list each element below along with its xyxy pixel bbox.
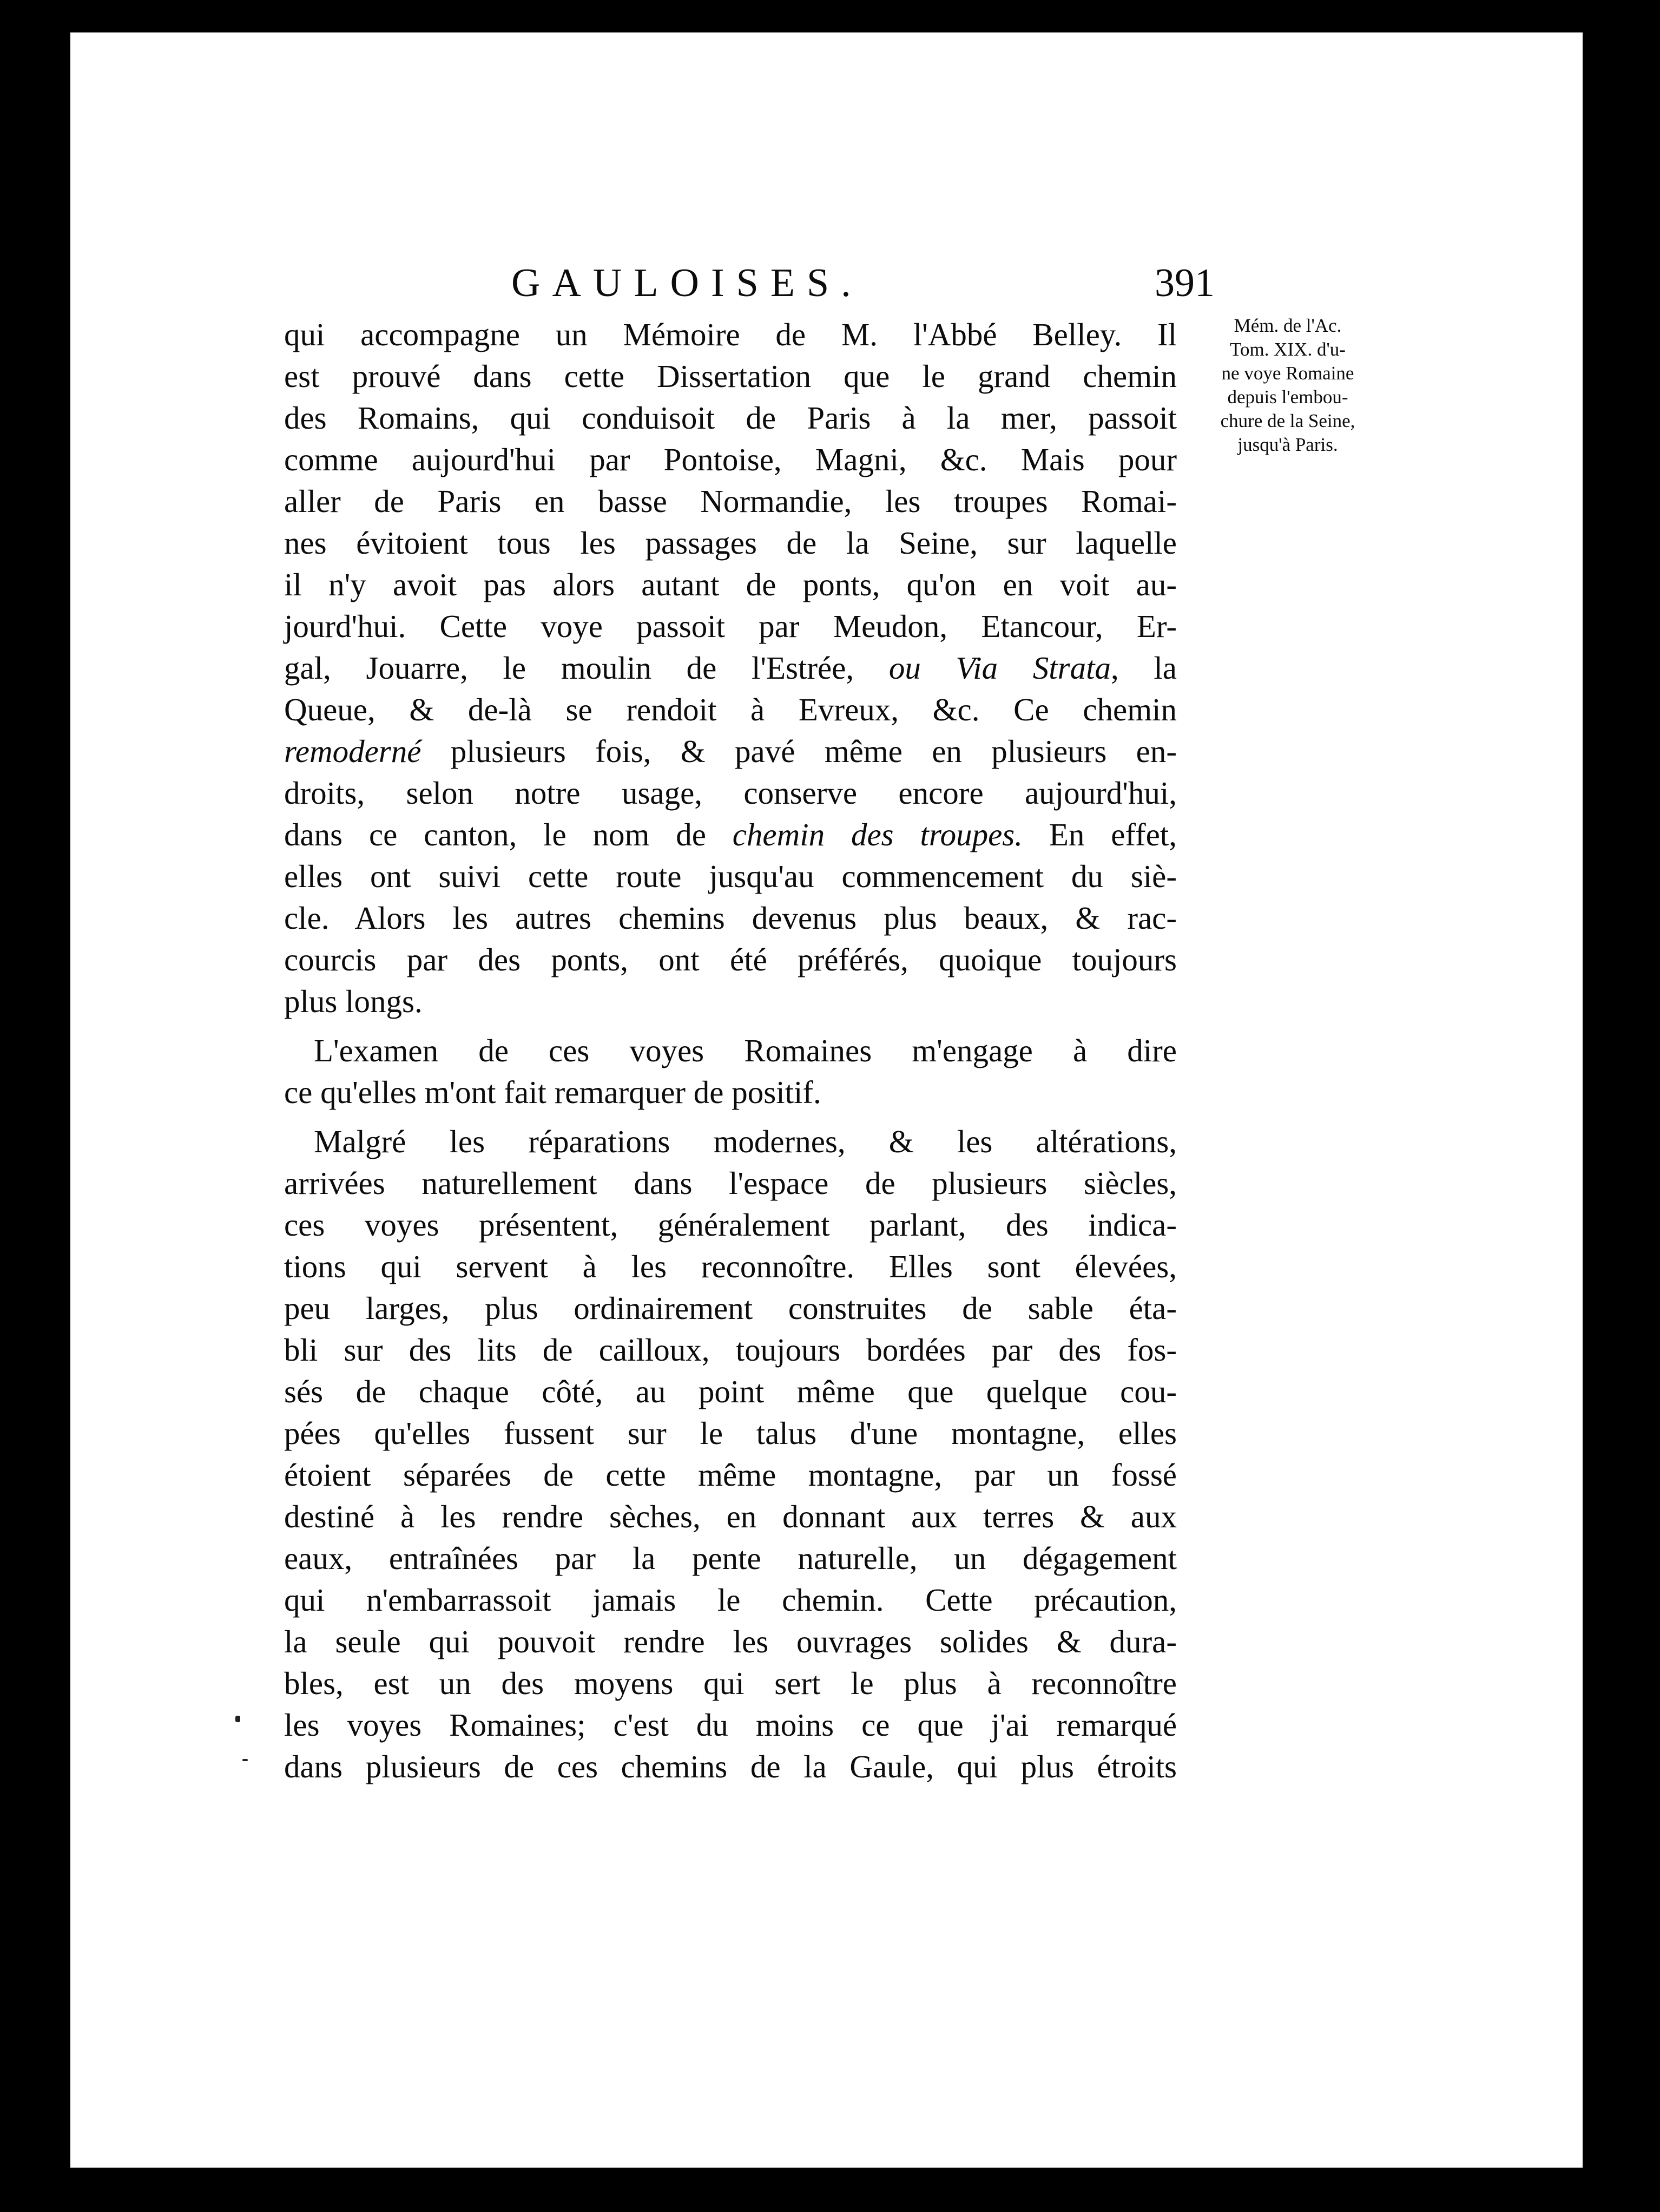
text-line: destiné à les rendre sèches, en donnant aux terres & aux bbox=[284, 1499, 1177, 1534]
text-line: Queue, & de-là se rendoit à Evreux, &c. Ce chemin bbox=[284, 692, 1177, 727]
text-line: ces voyes présentent, généralement parlant, des indica- bbox=[284, 1207, 1177, 1243]
text-line bbox=[284, 814, 1177, 856]
marginal-note-line: chure de la Seine, bbox=[1220, 410, 1355, 431]
text-line: sés de chaque côté, au point même que quelque cou- bbox=[284, 1374, 1177, 1409]
marginal-note-line: ne voye Romaine bbox=[1221, 363, 1354, 384]
text-line: est prouvé dans cette Dissertation que le grand chemin bbox=[284, 358, 1177, 394]
italic-phrase: ou Via Strata bbox=[888, 650, 1111, 686]
text-line: cle. Alors les autres chemins devenus plus beaux, & rac- bbox=[284, 900, 1177, 936]
text-line: les voyes Romaines; c'est du moins ce que j'ai remarqué bbox=[284, 1707, 1177, 1743]
text-line: eaux, entraînées par la pente naturelle, un dégagement bbox=[284, 1540, 1177, 1576]
text-line bbox=[284, 647, 1177, 689]
paragraph bbox=[284, 1030, 1177, 1113]
text-line: tions qui servent à les reconnoître. Elles sont élevées, bbox=[284, 1249, 1177, 1284]
text-line: pées qu'elles fussent sur le talus d'une montagne, elles bbox=[284, 1415, 1177, 1451]
text-line: dans plusieurs de ces chemins de la Gaule, qui plus étroits bbox=[284, 1749, 1177, 1784]
ink-speck bbox=[242, 1759, 248, 1761]
text-line: la seule qui pouvoit rendre les ouvrages solides & dura- bbox=[284, 1624, 1177, 1659]
body-text bbox=[284, 314, 1177, 1788]
running-title: GAULOISES. bbox=[511, 261, 863, 305]
text-run: En effet, bbox=[1049, 817, 1177, 852]
text-line: Malgré les réparations modernes, & les altérations, bbox=[314, 1124, 1177, 1159]
ink-speck bbox=[235, 1716, 240, 1722]
text-line: il n'y avoit pas alors autant de ponts, qu'on en voit au- bbox=[284, 567, 1177, 602]
marginal-note-line: jusqu'à Paris. bbox=[1237, 434, 1338, 455]
text-line: jourd'hui. Cette voye passoit par Meudon, Etancour, Er- bbox=[284, 608, 1177, 644]
text-line: bles, est un des moyens qui sert le plus à reconnoître bbox=[284, 1665, 1177, 1701]
paragraph bbox=[284, 314, 1177, 1022]
text-line bbox=[284, 731, 1177, 772]
text-line: L'examen de ces voyes Romaines m'engage à dire bbox=[314, 1033, 1177, 1068]
marginal-note-line: Mém. de l'Ac. bbox=[1234, 315, 1342, 336]
text-line: droits, selon notre usage, conserve encore aujourd'hui, bbox=[284, 775, 1177, 811]
text-line: comme aujourd'hui par Pontoise, Magni, &c. Mais pour bbox=[284, 442, 1177, 477]
paragraph-gap bbox=[284, 1022, 1177, 1030]
text-line: bli sur des lits de cailloux, toujours bordées par des fos- bbox=[284, 1332, 1177, 1368]
text-line: plus longs. bbox=[284, 983, 423, 1019]
paragraph bbox=[284, 1121, 1177, 1788]
text-line: elles ont suivi cette route jusqu'au commencement du siè- bbox=[284, 858, 1177, 894]
text-line: qui n'embarrassoit jamais le chemin. Cette précaution, bbox=[284, 1582, 1177, 1618]
italic-phrase: chemin des troupes. bbox=[732, 817, 1023, 852]
text-line: courcis par des ponts, ont été préférés, quoique toujours bbox=[284, 942, 1177, 977]
running-head bbox=[511, 253, 1215, 313]
text-line: qui accompagne un Mémoire de M. l'Abbé Belley. Il bbox=[284, 317, 1177, 352]
paragraph-gap bbox=[284, 1113, 1177, 1121]
italic-phrase: remoderné bbox=[284, 733, 421, 769]
text-line: ce qu'elles m'ont fait remarquer de positif. bbox=[284, 1074, 821, 1110]
text-line: aller de Paris en basse Normandie, les troupes Romai- bbox=[284, 483, 1177, 519]
marginal-note bbox=[1180, 314, 1396, 457]
text-run: dans ce canton, le nom de bbox=[284, 817, 706, 852]
text-run: plusieurs fois, & pavé même en plusieurs en- bbox=[450, 733, 1177, 769]
text-line: nes évitoient tous les passages de la Seine, sur laquelle bbox=[284, 525, 1177, 561]
text-line: peu larges, plus ordinairement construites de sable éta- bbox=[284, 1290, 1177, 1326]
marginal-note-line: depuis l'embou- bbox=[1227, 386, 1348, 408]
marginal-note-line: Tom. XIX. d'u- bbox=[1230, 339, 1346, 360]
text-run: gal, Jouarre, le moulin de l'Estrée, bbox=[284, 650, 854, 686]
book-page bbox=[70, 32, 1583, 2168]
text-line: des Romains, qui conduisoit de Paris à la mer, passoit bbox=[284, 400, 1177, 436]
text-line: arrivées naturellement dans l'espace de plusieurs siècles, bbox=[284, 1165, 1177, 1201]
text-run: , la bbox=[1110, 650, 1177, 686]
text-line: étoient séparées de cette même montagne, par un fossé bbox=[284, 1457, 1177, 1493]
page-number: 391 bbox=[1155, 261, 1215, 305]
